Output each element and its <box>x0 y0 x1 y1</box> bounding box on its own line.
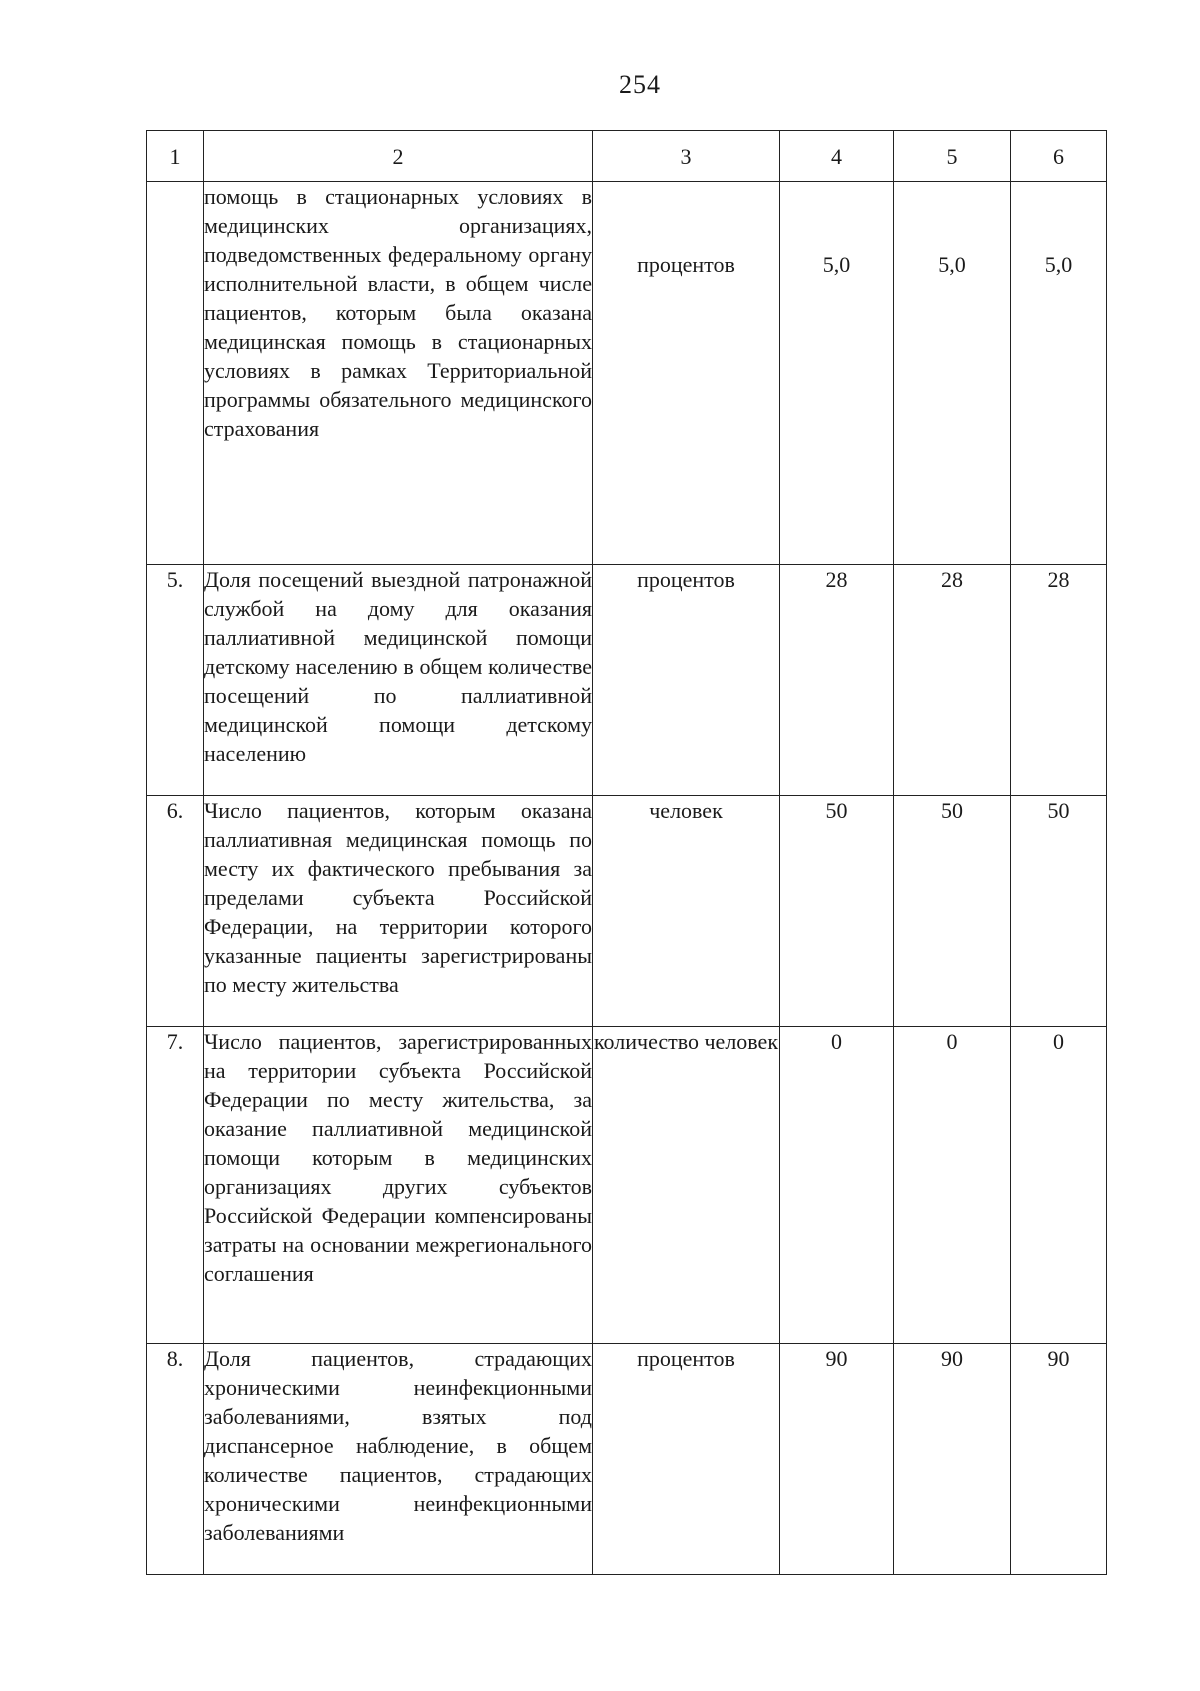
row-number <box>147 182 204 565</box>
unit-cell: человек <box>593 796 780 1027</box>
indicator-description: Число пациентов, которым оказана паллиативная медицинская помощь по месту их фактического пребывания за пределами субъекта Российской Федерации, на территории которого указанные пациенты зарегистрированы по месту жительства <box>204 796 593 1027</box>
value-cell: 28 <box>780 565 894 796</box>
row-number: 8. <box>147 1344 204 1575</box>
table-row <box>147 1344 1107 1575</box>
indicator-description: Число пациентов, зарегистрированных на территории субъекта Российской Федерации по месту жительства, за оказание паллиативной медицинской помощи которым в медицинских организациях других субъектов Российской Федерации компенсированы затраты на основании межрегионального соглашения <box>204 1027 593 1344</box>
value-cell: 50 <box>894 796 1011 1027</box>
unit-cell: процентов <box>593 182 780 565</box>
value-cell: 5,0 <box>780 182 894 565</box>
column-header: 6 <box>1011 131 1107 182</box>
unit-cell: процентов <box>593 565 780 796</box>
table-row <box>147 796 1107 1027</box>
table-row <box>147 1027 1107 1344</box>
column-header: 5 <box>894 131 1011 182</box>
unit-cell: процентов <box>593 1344 780 1575</box>
value-cell: 0 <box>780 1027 894 1344</box>
indicator-description: помощь в стационарных условиях в медицинских организациях, подведомственных федеральному органу исполнительной власти, в общем числе пациентов, которым была оказана медицинская помощь в стационарных условиях в рамках Территориальной программы обязательного медицинского страхования <box>204 182 593 565</box>
value-cell: 5,0 <box>1011 182 1107 565</box>
value-cell: 0 <box>894 1027 1011 1344</box>
value-cell: 28 <box>894 565 1011 796</box>
row-number: 5. <box>147 565 204 796</box>
column-header: 3 <box>593 131 780 182</box>
table-row <box>147 565 1107 796</box>
page-number: 254 <box>619 70 661 99</box>
table-header-row <box>147 131 1107 182</box>
indicator-description: Доля пациентов, страдающих хроническими неинфекционными заболеваниями, взятых под диспансерное наблюдение, в общем количестве пациентов, страдающих хроническими неинфекционными заболеваниями <box>204 1344 593 1575</box>
value-cell: 50 <box>780 796 894 1027</box>
row-number: 7. <box>147 1027 204 1344</box>
column-header: 2 <box>204 131 593 182</box>
value-cell: 5,0 <box>894 182 1011 565</box>
indicator-description: Доля посещений выездной патронажной службой на дому для оказания паллиативной медицинской помощи детскому населению в общем количестве посещений по паллиативной медицинской помощи детскому населению <box>204 565 593 796</box>
value-cell: 0 <box>1011 1027 1107 1344</box>
column-header: 1 <box>147 131 204 182</box>
value-cell: 90 <box>1011 1344 1107 1575</box>
indicators-table <box>146 130 1107 1575</box>
value-cell: 90 <box>780 1344 894 1575</box>
unit-cell: количество человек <box>593 1027 780 1344</box>
column-header: 4 <box>780 131 894 182</box>
value-cell: 90 <box>894 1344 1011 1575</box>
table-row <box>147 182 1107 565</box>
value-cell: 50 <box>1011 796 1107 1027</box>
value-cell: 28 <box>1011 565 1107 796</box>
row-number: 6. <box>147 796 204 1027</box>
